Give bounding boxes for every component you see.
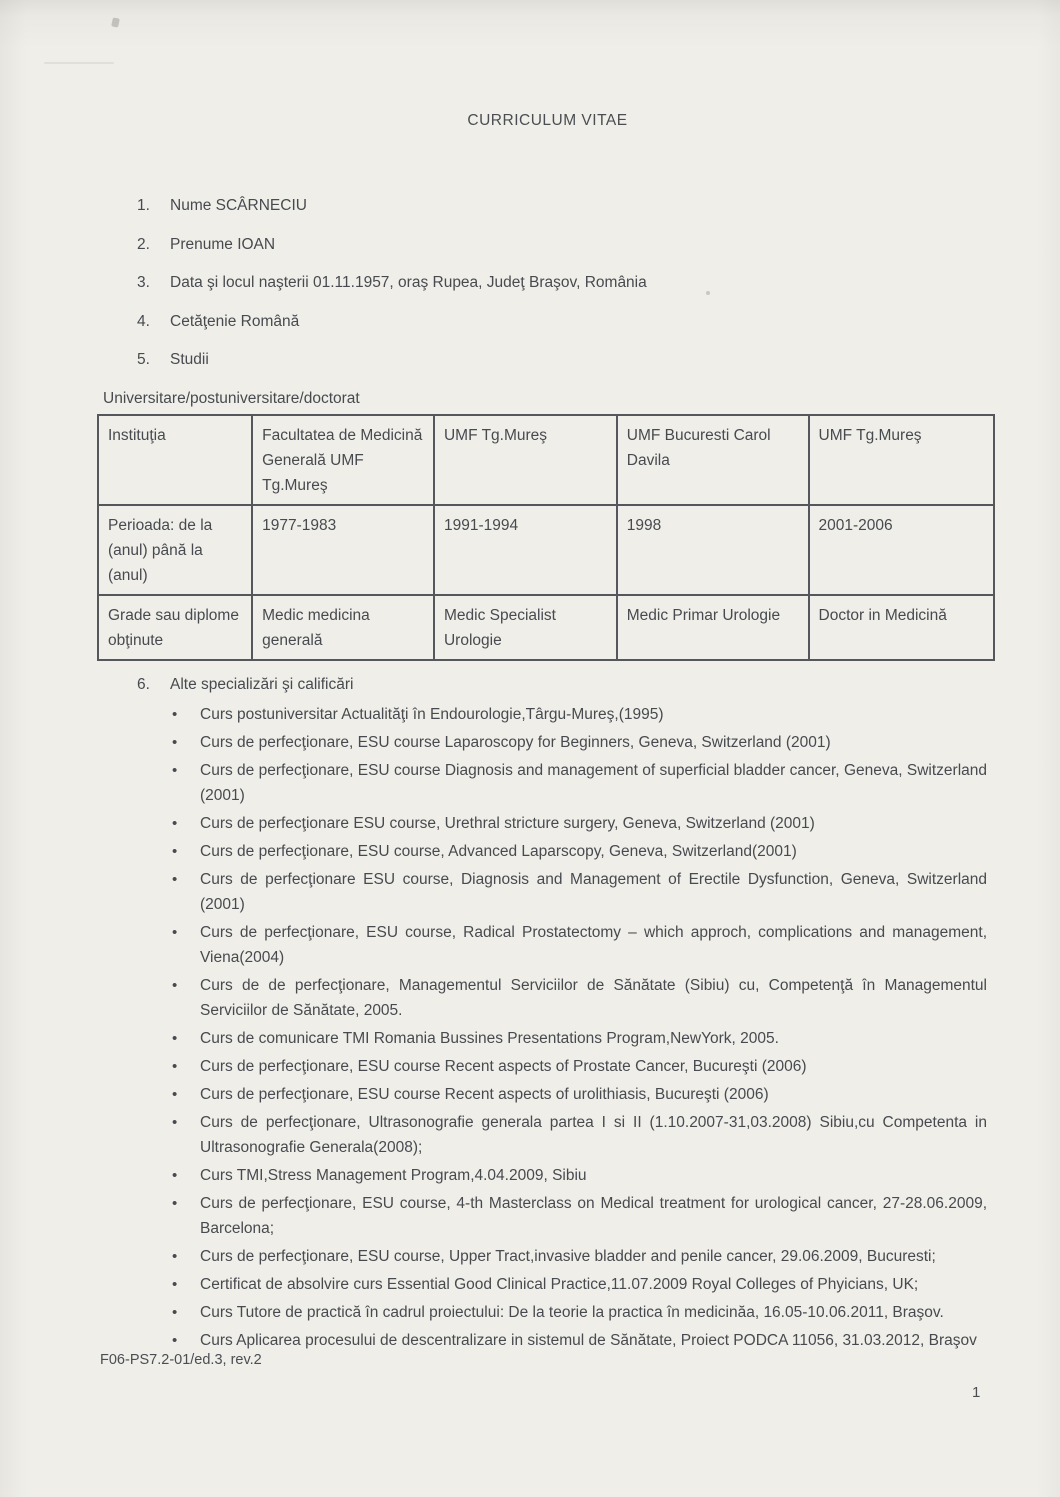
list-item: • Curs de perfecţionare, ESU course Recent aspects of Prostate Cancer, Bucureşti (2006) <box>170 1054 987 1079</box>
item-number: 6. <box>137 675 150 693</box>
table-row <box>98 595 994 660</box>
list-item <box>100 273 995 292</box>
table-cell: Medic Specialist Urologie <box>434 595 617 660</box>
page-title: CURRICULUM VITAE <box>467 112 628 129</box>
table-cell: Facultatea de Medicină Generală UMF Tg.Mureş <box>252 415 434 505</box>
item-number: 1. <box>137 197 150 214</box>
table-cell: Medic Primar Urologie <box>617 595 809 660</box>
table-cell: UMF Tg.Mureş <box>434 415 617 505</box>
document-code: F06-PS7.2-01/ed.3, rev.2 <box>100 1352 262 1368</box>
list-item: • Curs postuniversitar Actualităţi în Endourologie,Târgu-Mureş,(1995) <box>170 702 987 727</box>
personal-info-list <box>100 196 995 369</box>
list-item: • Curs de perfecţionare, ESU course Diagnosis and management of superficial bladder cancer, Geneva, Switzerland (2001) <box>170 758 987 808</box>
list-item: • Curs de perfecţionare ESU course, Urethral stricture surgery, Geneva, Switzerland (2001) <box>170 811 987 836</box>
list-item: • Curs de perfecţionare, ESU course Recent aspects of urolithiasis, Bucureşti (2006) <box>170 1082 987 1107</box>
table-row <box>98 505 994 595</box>
list-item: • Curs de perfecţionare, ESU course, Upper Tract,invasive bladder and penile cancer, 29.06.2009, Bucuresti; <box>170 1244 987 1269</box>
scan-artifact <box>44 62 114 64</box>
table-cell: 1998 <box>617 505 809 595</box>
table-cell: 2001-2006 <box>809 505 995 595</box>
list-item: • Curs de de perfecţionare, Managementul Serviciilor de Sănătate (Sibiu) cu, Competenţă în Managementul Serviciilor de Sănătate, 2005. <box>170 973 987 1023</box>
specializations-heading <box>100 675 995 694</box>
item-number: 3. <box>137 274 150 291</box>
list-item: • Curs Tutore de practică în cadrul proiectului: De la teorie la practica în medicinăa, 16.05-10.06.2011, Braşov. <box>170 1300 987 1325</box>
scan-artifact <box>706 291 710 295</box>
list-item: • Curs TMI,Stress Management Program,4.04.2009, Sibiu <box>170 1163 987 1188</box>
item-text: Nume SCÂRNECIU <box>170 197 307 214</box>
list-item <box>100 312 995 331</box>
studies-table <box>97 414 995 661</box>
list-item: • Curs de perfecţionare, Ultrasonografie generala partea I si II (1.10.2007-31,03.2008) Sibiu,cu Competenta in Ultrasonografie Generala(2008); <box>170 1110 987 1160</box>
list-item: • Curs de perfecţionare, ESU course Laparoscopy for Beginners, Geneva, Switzerland (2001) <box>170 730 987 755</box>
list-item: • Certificat de absolvire curs Essential Good Clinical Practice,11.07.2009 Royal Colleges of Phyicians, UK; <box>170 1272 987 1297</box>
list-item <box>100 350 995 369</box>
table-cell: Medic medicina generală <box>252 595 434 660</box>
table-cell: 1991-1994 <box>434 505 617 595</box>
table-row-label: Instituţia <box>98 415 252 505</box>
specializations-list <box>170 702 987 1353</box>
list-item: • Curs Aplicarea procesului de descentralizare in sistemul de Sănătate, Proiect PODCA 11056, 31.03.2012, Braşov <box>170 1328 987 1353</box>
item-text: Prenume IOAN <box>170 235 276 253</box>
list-item: • Curs de perfecţionare ESU course, Diagnosis and Management of Erectile Dysfunction, Geneva, Switzerland (2001) <box>170 867 987 917</box>
item-text: Cetăţenie Română <box>170 312 300 330</box>
list-item: • Curs de perfecţionare, ESU course, 4-th Masterclass on Medical treatment for urological cancer, 27-28.06.2009, Barcelona; <box>170 1191 987 1241</box>
studies-subtitle: Universitare/postuniversitare/doctorat <box>103 389 360 407</box>
list-item: • Curs de perfecţionare, ESU course, Radical Prostatectomy – which approch, complications and management, Viena(2004) <box>170 920 987 970</box>
item-text: Data şi locul naşterii 01.11.1957, oraş Rupea, Judeţ Braşov, România <box>170 274 647 291</box>
page-number: 1 <box>972 1384 981 1401</box>
table-cell: 1977-1983 <box>252 505 434 595</box>
table-row-label: Grade sau diplome obţinute <box>98 595 252 660</box>
list-item <box>100 196 995 215</box>
list-item: • Curs de perfecţionare, ESU course, Advanced Laparscopy, Geneva, Switzerland(2001) <box>170 839 987 864</box>
list-item <box>100 235 995 254</box>
table-row <box>98 415 994 505</box>
item-text: Studii <box>170 351 209 368</box>
table-cell: UMF Bucuresti Carol Davila <box>617 415 809 505</box>
table-cell: Doctor in Medicină <box>809 595 995 660</box>
table-cell: UMF Tg.Mureş <box>809 415 995 505</box>
item-number: 5. <box>137 351 150 368</box>
item-text: Alte specializări şi calificări <box>170 675 354 693</box>
item-number: 2. <box>137 235 150 253</box>
table-row-label: Perioada: de la (anul) până la (anul) <box>98 505 252 595</box>
list-item: • Curs de comunicare TMI Romania Bussines Presentations Program,NewYork, 2005. <box>170 1026 987 1051</box>
item-number: 4. <box>137 312 150 330</box>
